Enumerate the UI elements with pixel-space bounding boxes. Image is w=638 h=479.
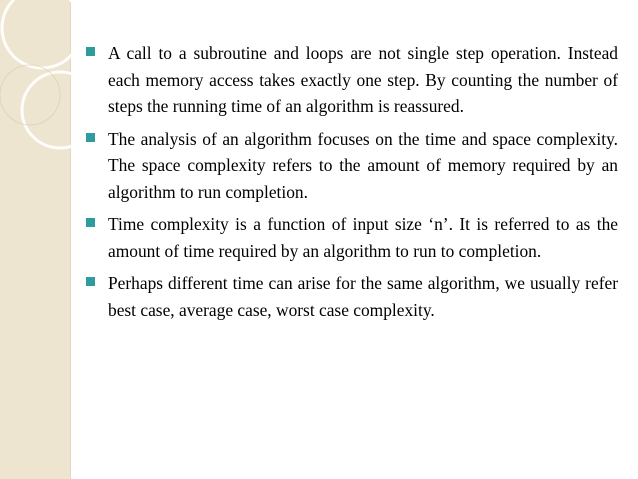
square-bullet-icon — [86, 133, 95, 142]
slide-body — [84, 40, 618, 329]
square-bullet-icon — [86, 218, 95, 227]
square-bullet-icon — [86, 277, 95, 286]
bullet-list — [84, 40, 618, 323]
bullet-text: Perhaps different time can arise for the same algorithm, we usually refer best case, average case, worst case complexity. — [108, 273, 618, 320]
bullet-item — [84, 126, 618, 206]
bullet-item — [84, 211, 618, 264]
square-bullet-icon — [86, 47, 95, 56]
bullet-item — [84, 40, 618, 120]
bullet-text: The analysis of an algorithm focuses on the time and space complexity. The space complexity refers to the amount of memory required by an algorithm to run completion. — [108, 128, 618, 202]
bullet-item — [84, 270, 618, 323]
bullet-text: Time complexity is a function of input size ‘n’. It is referred to as the amount of time required by an algorithm to run to completion. — [108, 214, 618, 261]
bullet-text: A call to a subroutine and loops are not single step operation. Instead each memory access takes exactly one step. By counting the number of steps the running time of an algorithm is reassured. — [108, 43, 618, 116]
